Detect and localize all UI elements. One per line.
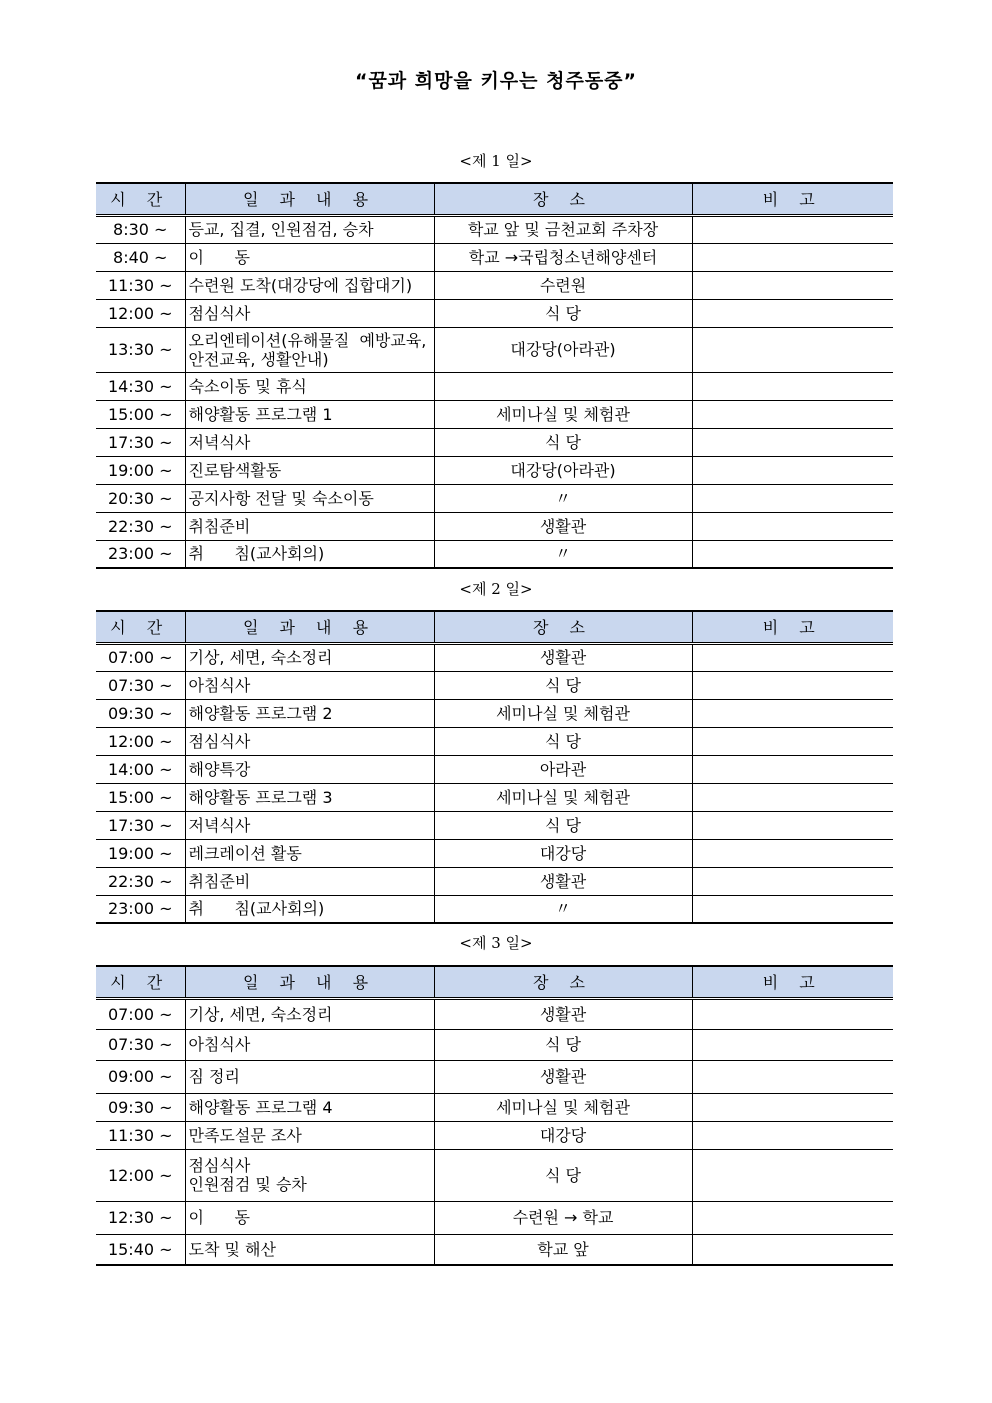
note-cell [692,1060,893,1093]
place-cell: 세미나실 및 체험관 [434,1093,692,1121]
note-cell [692,327,893,372]
table-row [96,755,893,783]
activity-cell: 취침준비 [185,512,434,540]
table-row [96,1149,893,1201]
time-cell: 20:30 ~ [96,484,185,512]
time-cell: 22:30 ~ [96,867,185,895]
activity-cell: 짐 정리 [185,1060,434,1093]
time-cell: 09:30 ~ [96,699,185,727]
table-row [96,540,893,568]
table-row [96,428,893,456]
header-note: 비 고 [692,183,893,215]
day-2-label: <제 2 일> [459,580,533,598]
note-cell [692,271,893,299]
table-row [96,299,893,327]
note-cell [692,867,893,895]
table-row [96,215,893,243]
time-cell: 19:00 ~ [96,839,185,867]
time-cell: 17:30 ~ [96,811,185,839]
place-cell: 대강당 [434,839,692,867]
activity-cell: 취 침(교사회의) [185,895,434,923]
activity-cell: 기상, 세면, 숙소정리 [185,998,434,1029]
activity-cell: 등교, 집결, 인원점검, 승차 [185,215,434,243]
activity-cell: 이 동 [185,1201,434,1234]
day-2-schedule-table [96,610,893,924]
note-cell [692,456,893,484]
place-cell: 식 당 [434,299,692,327]
note-cell [692,215,893,243]
time-cell: 8:40 ~ [96,243,185,271]
activity-cell: 수련원 도착(대강당에 집합대기) [185,271,434,299]
table-header-row [96,611,893,643]
note-cell [692,1121,893,1149]
table-row [96,484,893,512]
place-cell: 대강당(아라관) [434,456,692,484]
time-cell: 23:00 ~ [96,540,185,568]
time-cell: 12:00 ~ [96,1149,185,1201]
place-cell: 대강당(아라관) [434,327,692,372]
activity-cell: 공지사항 전달 및 숙소이동 [185,484,434,512]
place-cell: 수련원 [434,271,692,299]
time-cell: 07:30 ~ [96,1029,185,1060]
table-row [96,895,893,923]
time-cell: 22:30 ~ [96,512,185,540]
note-cell [692,243,893,271]
time-cell: 14:30 ~ [96,372,185,400]
place-cell: 생활관 [434,643,692,671]
place-cell: 수련원 → 학교 [434,1201,692,1234]
table-row [96,1201,893,1234]
table-row [96,1029,893,1060]
activity-cell: 취 침(교사회의) [185,540,434,568]
activity-cell: 오리엔테이션(유해물질 예방교육,안전교육, 생활안내) [185,327,434,372]
header-note: 비 고 [692,611,893,643]
activity-cell: 해양활동 프로그램 4 [185,1093,434,1121]
activity-cell: 점심식사 [185,727,434,755]
header-time: 시 간 [96,183,185,215]
header-activity: 일 과 내 용 [185,611,434,643]
table-row [96,400,893,428]
place-cell: 식 당 [434,671,692,699]
note-cell [692,755,893,783]
table-row [96,1234,893,1265]
note-cell [692,998,893,1029]
place-cell: 식 당 [434,727,692,755]
place-cell: 〃 [434,484,692,512]
place-cell: 〃 [434,540,692,568]
place-cell: 식 당 [434,811,692,839]
activity-cell: 도착 및 해산 [185,1234,434,1265]
note-cell [692,372,893,400]
table-row [96,271,893,299]
note-cell [692,1149,893,1201]
activity-cell: 이 동 [185,243,434,271]
place-cell: 세미나실 및 체험관 [434,783,692,811]
note-cell [692,727,893,755]
header-note: 비 고 [692,966,893,998]
time-cell: 13:30 ~ [96,327,185,372]
time-cell: 19:00 ~ [96,456,185,484]
activity-cell: 진로탐색활동 [185,456,434,484]
note-cell [692,699,893,727]
note-cell [692,895,893,923]
time-cell: 12:00 ~ [96,299,185,327]
activity-cell: 해양활동 프로그램 3 [185,783,434,811]
activity-cell: 점심식사 [185,299,434,327]
table-row [96,456,893,484]
day-1-schedule-table [96,182,893,569]
note-cell [692,1234,893,1265]
header-activity: 일 과 내 용 [185,966,434,998]
note-cell [692,671,893,699]
activity-cell: 숙소이동 및 휴식 [185,372,434,400]
time-cell: 15:00 ~ [96,400,185,428]
table-row [96,1093,893,1121]
activity-cell: 저녁식사 [185,428,434,456]
document-title: “꿈과 희망을 키우는 청주동중” [354,70,638,92]
note-cell [692,484,893,512]
table-row [96,727,893,755]
time-cell: 12:00 ~ [96,727,185,755]
time-cell: 07:30 ~ [96,671,185,699]
place-cell: 〃 [434,895,692,923]
header-activity: 일 과 내 용 [185,183,434,215]
table-row [96,811,893,839]
table-row [96,1121,893,1149]
table-row [96,867,893,895]
table-row [96,372,893,400]
activity-cell: 레크레이션 활동 [185,839,434,867]
table-row [96,327,893,372]
activity-cell: 아침식사 [185,1029,434,1060]
table-row [96,243,893,271]
time-cell: 09:00 ~ [96,1060,185,1093]
place-cell [434,372,692,400]
table-row [96,1060,893,1093]
place-cell: 식 당 [434,428,692,456]
place-cell: 식 당 [434,1149,692,1201]
note-cell [692,783,893,811]
note-cell [692,839,893,867]
time-cell: 11:30 ~ [96,1121,185,1149]
place-cell: 아라관 [434,755,692,783]
time-cell: 11:30 ~ [96,271,185,299]
header-place: 장 소 [434,966,692,998]
place-cell: 세미나실 및 체험관 [434,400,692,428]
table-header-row [96,966,893,998]
day-3-schedule-table [96,965,893,1266]
time-cell: 15:40 ~ [96,1234,185,1265]
activity-cell: 기상, 세면, 숙소정리 [185,643,434,671]
header-place: 장 소 [434,611,692,643]
note-cell [692,1201,893,1234]
note-cell [692,540,893,568]
activity-cell: 해양활동 프로그램 2 [185,699,434,727]
activity-cell: 만족도설문 조사 [185,1121,434,1149]
time-cell: 8:30 ~ [96,215,185,243]
table-row [96,783,893,811]
place-cell: 생활관 [434,512,692,540]
header-place: 장 소 [434,183,692,215]
time-cell: 07:00 ~ [96,643,185,671]
place-cell: 학교 앞 및 금천교회 주차장 [434,215,692,243]
activity-cell: 해양활동 프로그램 1 [185,400,434,428]
table-row [96,512,893,540]
header-time: 시 간 [96,611,185,643]
time-cell: 17:30 ~ [96,428,185,456]
place-cell: 학교 앞 [434,1234,692,1265]
table-header-row [96,183,893,215]
note-cell [692,811,893,839]
header-time: 시 간 [96,966,185,998]
time-cell: 23:00 ~ [96,895,185,923]
activity-cell: 아침식사 [185,671,434,699]
note-cell [692,400,893,428]
activity-cell: 취침준비 [185,867,434,895]
place-cell: 생활관 [434,1060,692,1093]
time-cell: 09:30 ~ [96,1093,185,1121]
place-cell: 세미나실 및 체험관 [434,699,692,727]
table-row [96,839,893,867]
day-3-label: <제 3 일> [459,934,533,952]
table-row [96,998,893,1029]
table-row [96,643,893,671]
note-cell [692,299,893,327]
table-row [96,699,893,727]
note-cell [692,512,893,540]
time-cell: 07:00 ~ [96,998,185,1029]
note-cell [692,428,893,456]
time-cell: 15:00 ~ [96,783,185,811]
day-1-label: <제 1 일> [459,152,533,170]
place-cell: 생활관 [434,998,692,1029]
place-cell: 학교 →국립청소년해양센터 [434,243,692,271]
note-cell [692,1029,893,1060]
activity-cell: 점심식사 인원점검 및 승차 [185,1149,434,1201]
note-cell [692,1093,893,1121]
activity-cell: 해양특강 [185,755,434,783]
place-cell: 대강당 [434,1121,692,1149]
time-cell: 14:00 ~ [96,755,185,783]
note-cell [692,643,893,671]
time-cell: 12:30 ~ [96,1201,185,1234]
place-cell: 식 당 [434,1029,692,1060]
place-cell: 생활관 [434,867,692,895]
table-row [96,671,893,699]
activity-cell: 저녁식사 [185,811,434,839]
